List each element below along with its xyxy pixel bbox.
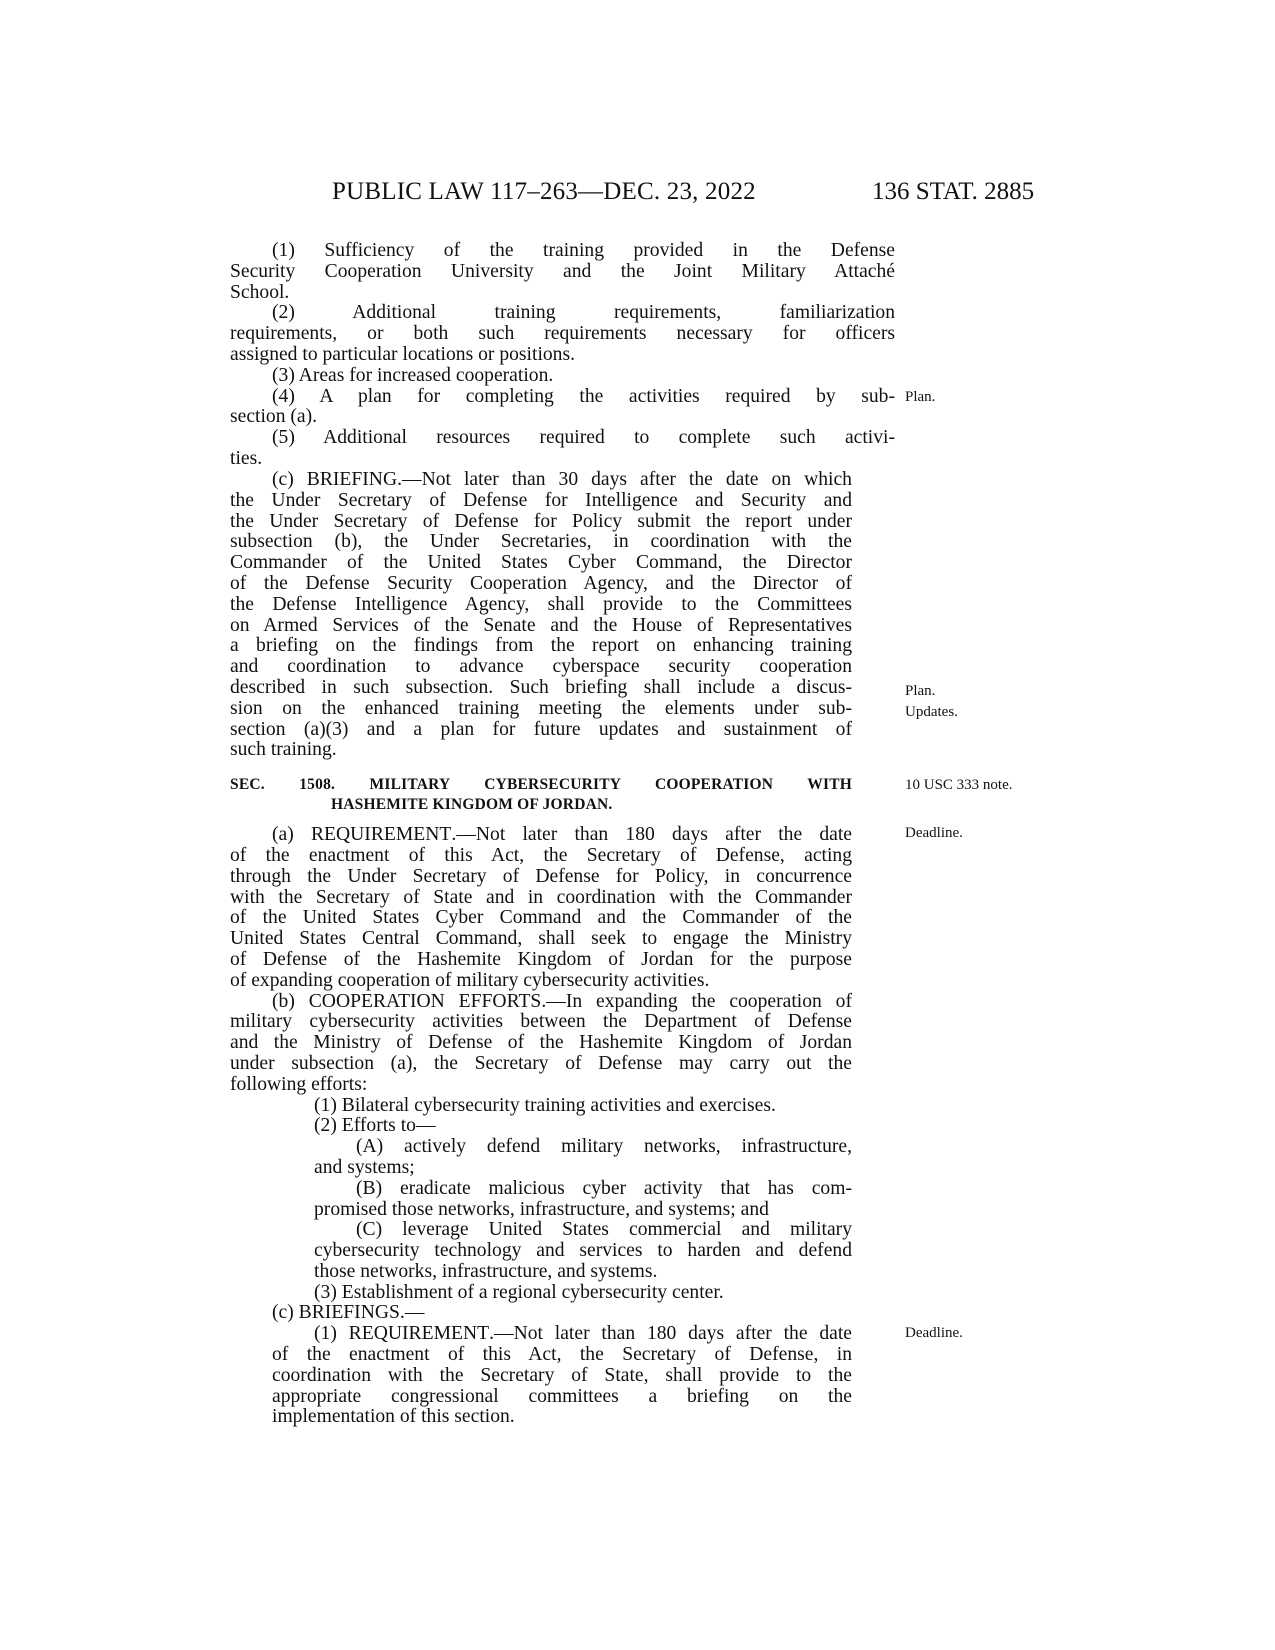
text-line: with the Secretary of State and in coordination with the Commander	[230, 886, 852, 908]
running-head: PUBLIC LAW 117–263—DEC. 23, 2022	[332, 178, 756, 205]
text-line: (C) leverage United States commercial and military	[356, 1219, 852, 1241]
margin-note-citation: 10 USC 333 note.	[905, 777, 1013, 793]
text-line: of expanding cooperation of military cybersecurity activities.	[230, 969, 710, 991]
section-title-line1: MILITARY CYBERSECURITY COOPERATION WITH	[369, 776, 852, 794]
text-line: (c) BRIEFINGS.—	[272, 1302, 425, 1324]
section-number: SEC. 1508.	[230, 776, 336, 794]
text-line: of Defense of the Hashemite Kingdom of Jordan for the purpose	[230, 948, 852, 970]
text-line: Security Cooperation University and the Joint Military Attaché	[230, 260, 895, 282]
text-line: (1) REQUIREMENT.—Not later than 180 days after the date	[314, 1323, 852, 1345]
text-line: ties.	[230, 447, 263, 469]
text-line: (b) COOPERATION EFFORTS.—In expanding the cooperation of	[272, 990, 852, 1012]
text-line: requirements, or both such requirements necessary for officers	[230, 323, 895, 345]
text-line: (4) A plan for completing the activities required by sub-	[272, 385, 895, 407]
text-line: Commander of the United States Cyber Command, the Director	[230, 552, 852, 574]
text-line: sion on the enhanced training meeting the elements under sub-	[230, 697, 852, 719]
text-line: cybersecurity technology and services to harden and defend	[314, 1240, 852, 1262]
text-line: (a) REQUIREMENT.—Not later than 180 days after the date	[272, 824, 852, 846]
text-line: (3) Establishment of a regional cybersecurity center.	[314, 1281, 724, 1303]
text-line: section (a).	[230, 406, 318, 428]
text-line: the Under Secretary of Defense for Policy submit the report under	[230, 510, 852, 532]
text-line: (2) Efforts to—	[314, 1115, 436, 1137]
text-line: such training.	[230, 739, 337, 761]
margin-note-deadline: Deadline.	[905, 825, 963, 841]
margin-note-plan: Plan.	[905, 389, 936, 405]
margin-note-deadline: Deadline.	[905, 1325, 963, 1341]
text-line: the Under Secretary of Defense for Intelligence and Security and	[230, 489, 852, 511]
text-line: (3) Areas for increased cooperation.	[272, 364, 554, 386]
subsection-heading: COOPERATION EFFORTS	[308, 990, 542, 1012]
text-line: (B) eradicate malicious cyber activity that has com-	[356, 1177, 852, 1199]
text-line: subsection (b), the Under Secretaries, in coordination with the	[230, 531, 852, 553]
text-line: School.	[230, 281, 290, 303]
text-line: (1) Bilateral cybersecurity training activities and exercises.	[314, 1094, 776, 1116]
section-heading	[230, 775, 852, 815]
text-line: (c) BRIEFING.—Not later than 30 days after the date on which	[272, 469, 852, 490]
text-line: and the Ministry of Defense of the Hashemite Kingdom of Jordan	[230, 1032, 852, 1054]
text-line: (A) actively defend military networks, infrastructure,	[356, 1136, 852, 1158]
running-header	[0, 178, 1275, 218]
subsection-heading: BRIEFINGS	[298, 1302, 400, 1324]
text-line: those networks, infrastructure, and systems.	[314, 1260, 658, 1282]
margin-note-plan: Plan.	[905, 683, 936, 699]
text-line: of the United States Cyber Command and the Commander of the	[230, 907, 852, 929]
text-line: of the enactment of this Act, the Secretary of Defense, acting	[230, 844, 852, 866]
text-line: of the enactment of this Act, the Secretary of Defense, in	[272, 1344, 852, 1366]
text-line: and coordination to advance cyberspace security cooperation	[230, 656, 852, 678]
text-line: a briefing on the findings from the report on enhancing training	[230, 635, 852, 657]
text-line: on Armed Services of the Senate and the House of Representatives	[230, 614, 852, 636]
text-line: appropriate congressional committees a briefing on the	[272, 1385, 852, 1407]
text-line: and systems;	[314, 1156, 415, 1178]
text-line: described in such subsection. Such briefing shall include a discus-	[230, 676, 852, 698]
text-line: section (a)(3) and a plan for future updates and sustainment of	[230, 718, 852, 740]
text-line: military cybersecurity activities between the Department of Defense	[230, 1011, 852, 1033]
text-line: through the Under Secretary of Defense for Policy, in concurrence	[230, 865, 852, 887]
subsection-heading: REQUIREMENT	[348, 1323, 490, 1345]
subsection-heading: BRIEFING	[306, 469, 398, 490]
text-line: promised those networks, infrastructure, and systems; and	[314, 1198, 769, 1220]
text-line: (2) Additional training requirements, familiarization	[272, 302, 895, 324]
subsection-heading: REQUIREMENT	[310, 824, 452, 846]
text-line: coordination with the Secretary of State, shall provide to the	[272, 1364, 852, 1386]
margin-note-updates: Updates.	[905, 704, 958, 720]
section-title-line2: HASHEMITE KINGDOM OF JORDAN.	[331, 796, 613, 814]
text-line: United States Central Command, shall seek to engage the Ministry	[230, 928, 852, 950]
text-line: implementation of this section.	[272, 1406, 515, 1428]
text-line: (5) Additional resources required to complete such activi-	[272, 427, 895, 449]
text-line: (1) Sufficiency of the training provided in the Defense	[272, 240, 895, 261]
text-line: following efforts:	[230, 1073, 368, 1095]
page-body	[230, 241, 895, 470]
text-line: assigned to particular locations or positions.	[230, 343, 576, 365]
subsection-c-briefing	[230, 470, 852, 1428]
text-line: the Defense Intelligence Agency, shall provide to the Committees	[230, 593, 852, 615]
text-line: under subsection (a), the Secretary of Defense may carry out the	[230, 1052, 852, 1074]
text-line: of the Defense Security Cooperation Agency, and the Director of	[230, 572, 852, 594]
stat-citation: 136 STAT. 2885	[872, 178, 1035, 205]
